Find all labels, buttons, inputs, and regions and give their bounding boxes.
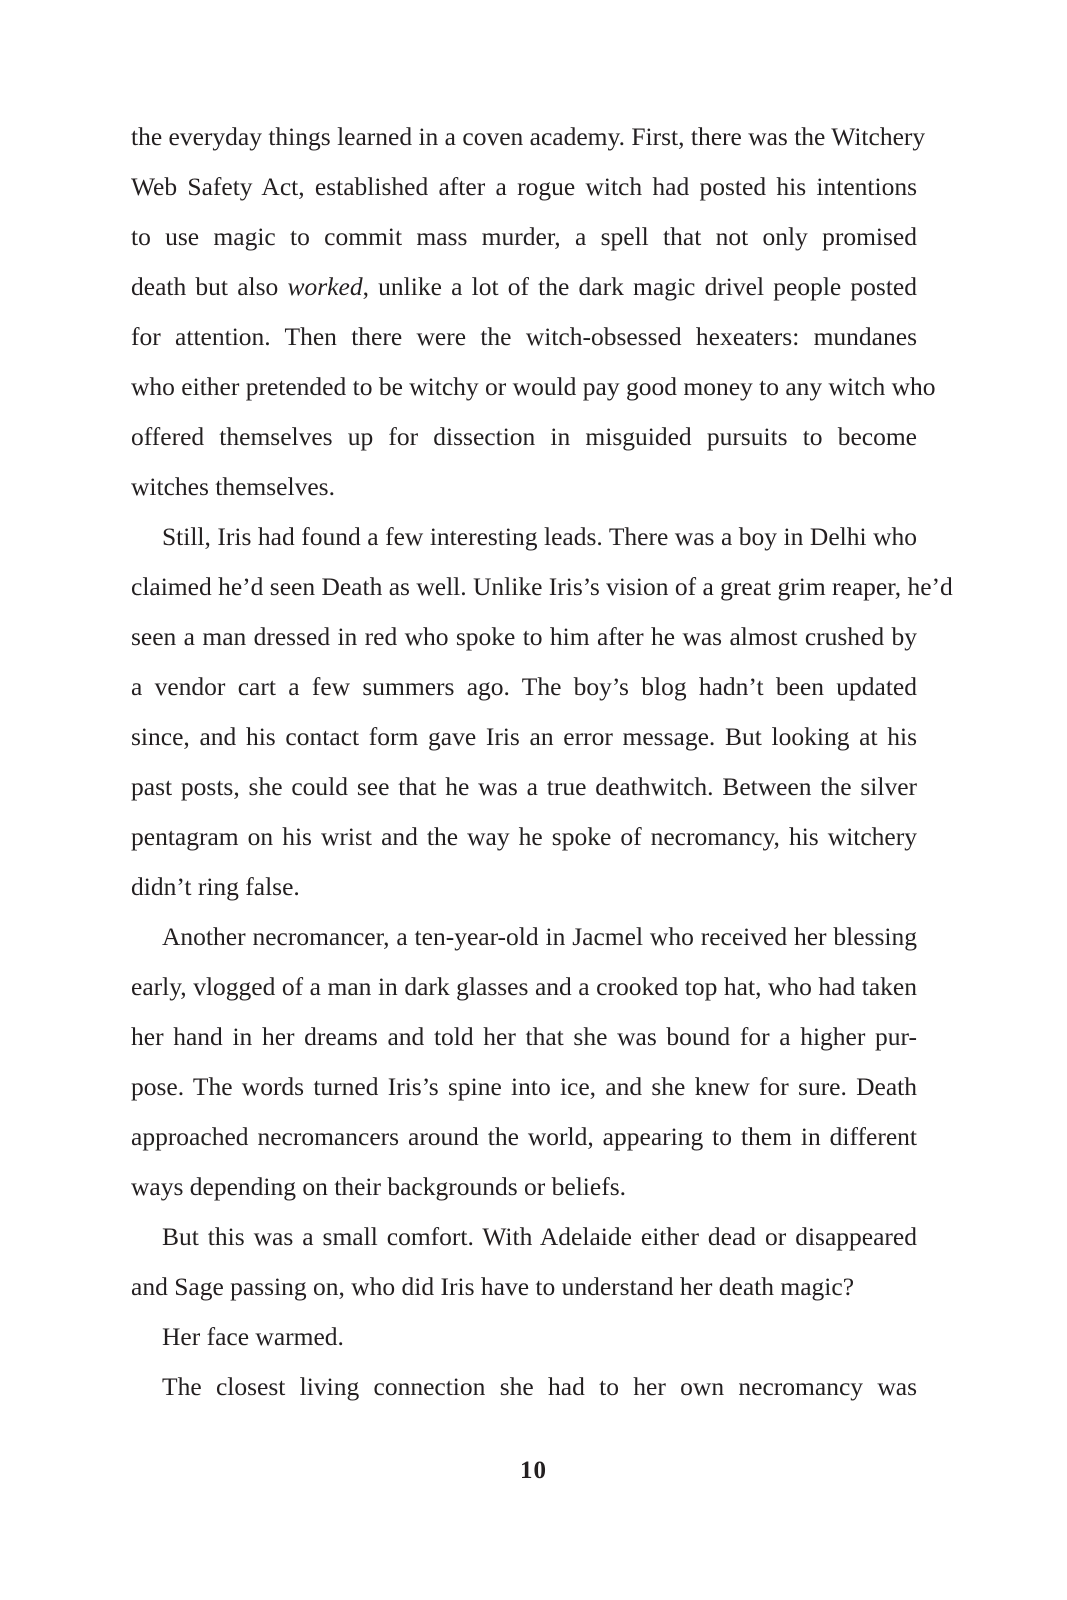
text-line: Web Safety Act, established after a rogue witch had posted his intentions (131, 172, 917, 201)
text-run: , unlike a lot of the dark magic drivel people posted (362, 272, 917, 301)
text-line: offered themselves up for dissection in misguided pursuits to become (131, 422, 917, 451)
italic-word: worked (287, 272, 363, 301)
text-line: witches themselves. (131, 472, 335, 501)
text-line: approached necromancers around the world, appearing to them in different (131, 1122, 917, 1151)
text-line: pentagram on his wrist and the way he spoke of necromancy, his witchery (131, 822, 917, 851)
text-line: past posts, she could see that he was a true deathwitch. Between the silver (131, 772, 917, 801)
text-line: her hand in her dreams and told her that she was bound for a higher pur- (131, 1022, 917, 1051)
text-run: death but also (131, 272, 288, 301)
page-number: 10 (520, 1457, 547, 1484)
text-line: the everyday things learned in a coven academy. First, there was the Witchery (131, 122, 926, 151)
text-line: since, and his contact form gave Iris an error message. But looking at his (131, 722, 917, 751)
text-line: pose. The words turned Iris’s spine into ice, and she knew for sure. Death (131, 1072, 917, 1101)
text-line: claimed he’d seen Death as well. Unlike Iris’s vision of a great grim reaper, he’d (131, 572, 953, 601)
body-text (131, 112, 953, 1412)
text-line: a vendor cart a few summers ago. The boy’s blog hadn’t been updated (131, 672, 917, 701)
text-line: Her face warmed. (162, 1322, 344, 1351)
text-line: Another necromancer, a ten-year-old in Jacmel who received her blessing (162, 922, 917, 951)
text-line: Still, Iris had found a few interesting leads. There was a boy in Delhi who (162, 522, 917, 551)
text-line: early, vlogged of a man in dark glasses and a crooked top hat, who had taken (131, 972, 917, 1001)
text-line: to use magic to commit mass murder, a spell that not only promised (131, 222, 917, 251)
text-line: didn’t ring false. (131, 872, 300, 901)
text-line: But this was a small comfort. With Adelaide either dead or disappeared (162, 1222, 917, 1251)
text-line: ways depending on their backgrounds or beliefs. (131, 1172, 626, 1201)
text-line: seen a man dressed in red who spoke to him after he was almost crushed by (131, 622, 917, 651)
text-line: The closest living connection she had to her own necromancy was (162, 1372, 917, 1401)
text-line: for attention. Then there were the witch-obsessed hexeaters: mundanes (131, 322, 917, 351)
text-line: and Sage passing on, who did Iris have to understand her death magic? (131, 1272, 855, 1301)
text-line (131, 262, 917, 312)
text-line: who either pretended to be witchy or would pay good money to any witch who (131, 372, 936, 401)
